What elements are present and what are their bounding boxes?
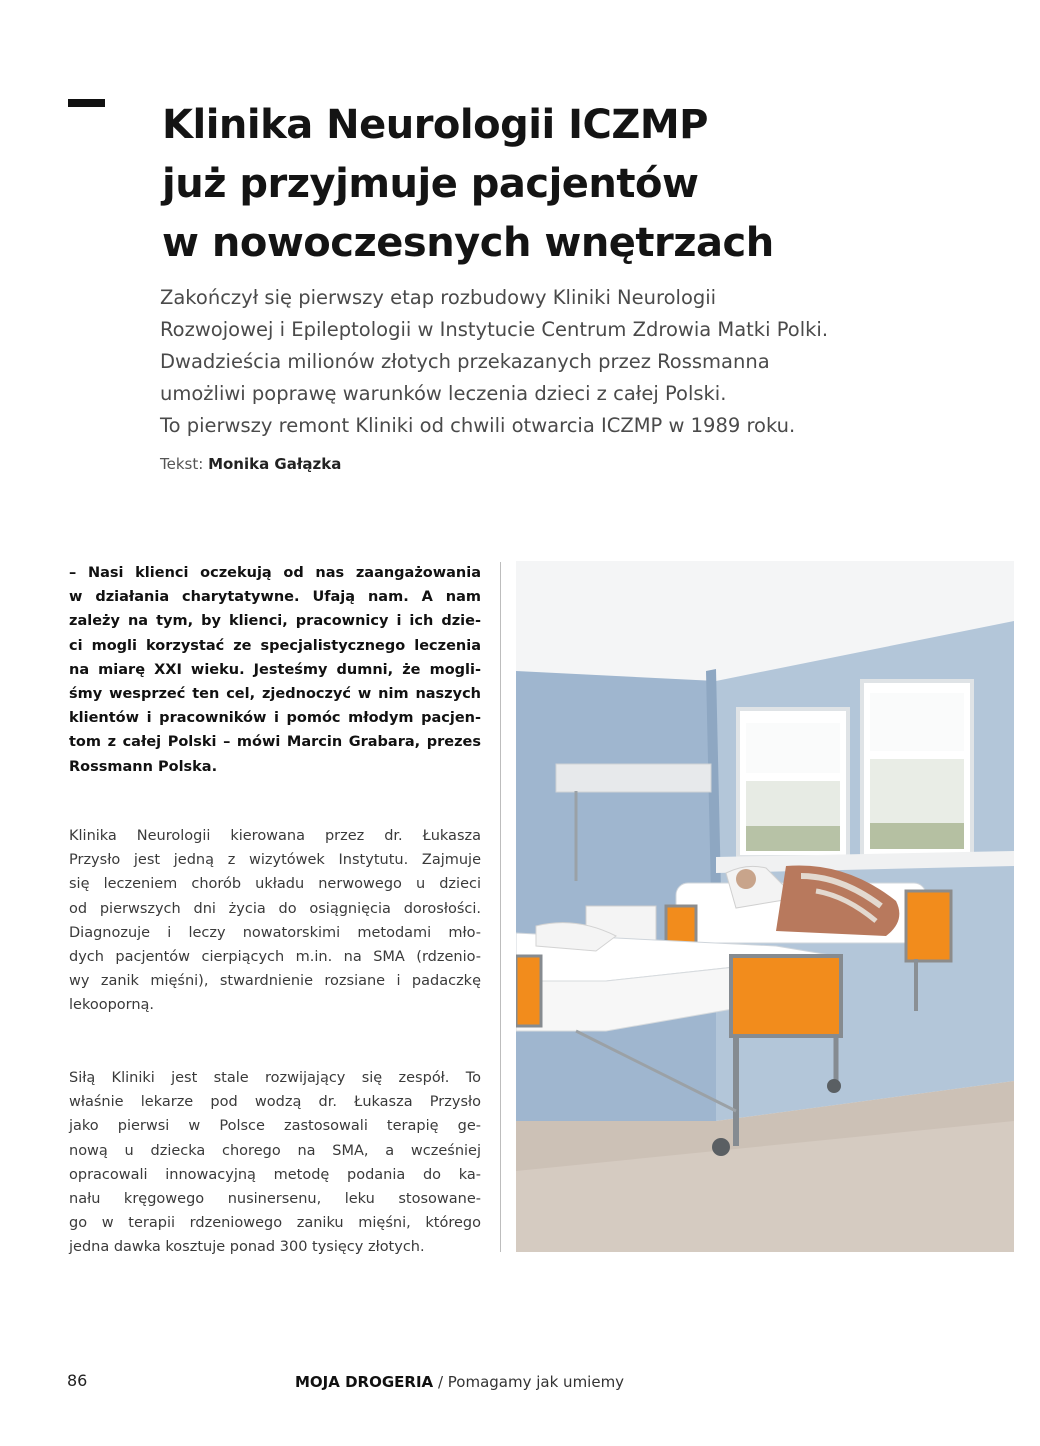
body-paragraph-1 — [69, 824, 481, 1018]
body-line: Przysło jest jedną z wizytówek Instytutu. Zajmuje — [69, 852, 481, 869]
body-line: się leczeniem chorób układu nerwowego u dzieci — [69, 876, 481, 893]
title-dash — [68, 99, 105, 107]
quote-line: ci mogli korzystać ze specjalistycznego leczenia — [69, 637, 481, 654]
body-line: dych pacjentów cierpiących m.in. na SMA (rdzenio- — [69, 949, 481, 966]
quote-line: zależy na tym, by klienci, pracownicy i ich dzie- — [69, 613, 481, 630]
title-line: już przyjmuje pacjentów — [162, 161, 699, 207]
body-line: nału kręgowego nusinersenu, leku stosowane- — [69, 1191, 481, 1208]
quote-line: tom z całej Polski – mówi Marcin Grabara, prezes — [69, 734, 481, 751]
lead-line: To pierwszy remont Kliniki od chwili otwarcia ICZMP w 1989 roku. — [160, 414, 796, 437]
body-line: jako pierwsi w Polsce zastosowali terapię ge- — [69, 1118, 481, 1135]
title-line: Klinika Neurologii ICZMP — [162, 102, 708, 148]
body-line: nową u dziecka chorego na SMA, a wcześniej — [69, 1142, 481, 1159]
lead-line: Zakończył się pierwszy etap rozbudowy Kliniki Neurologii — [160, 286, 717, 309]
page-number: 86 — [67, 1371, 88, 1390]
body-paragraph-2 — [69, 1066, 481, 1260]
quote-line: śmy wesprzeć ten cel, zjednoczyć w nim naszych — [69, 686, 481, 703]
quote-line: – Nasi klienci oczekują od nas zaangażowania — [69, 565, 481, 581]
footer-separator: / — [437, 1373, 443, 1391]
body-line: od pierwszych dni życia do osiągnięcia dorosłości. — [69, 900, 481, 917]
section-name: Pomagamy jak umiemy — [447, 1373, 625, 1391]
lead-line: Rozwojowej i Epileptologii w Instytucie Centrum Zdrowia Matki Polki. — [160, 318, 829, 341]
footer-running-title — [295, 1373, 624, 1391]
quote-paragraph — [69, 561, 481, 779]
lead-line: umożliwi poprawę warunków leczenia dzieci z całej Polski. — [160, 382, 727, 405]
title-line: w nowoczesnych wnętrzach — [162, 220, 774, 266]
window-left — [738, 709, 848, 857]
quote-line: na miarę XXI wieku. Jesteśmy dumni, że mogli- — [69, 661, 481, 678]
article-lead — [160, 282, 980, 442]
body-line: Klinika Neurologii kierowana przez dr. Łukasza — [69, 828, 481, 844]
body-line: lekooporną. — [69, 997, 155, 1014]
body-line: Diagnozuje i leczy nowatorskimi metodami mło- — [69, 924, 481, 941]
hospital-room-photo — [516, 561, 1014, 1252]
body-line: Siłą Kliniki jest stale rozwijający się zespół. To — [69, 1070, 481, 1086]
quote-line: Rossmann Polska. — [69, 758, 218, 775]
body-line: go w terapii rdzeniowego zaniku mięśni, którego — [69, 1215, 481, 1232]
byline — [160, 455, 341, 473]
article-title — [162, 96, 982, 273]
byline-author: Monika Gałązka — [208, 455, 342, 473]
quote-line: klientów i pracowników i pomóc młodym pacjen- — [69, 710, 481, 727]
body-line: jedna dawka kosztuje ponad 300 tysięcy złotych. — [69, 1239, 425, 1256]
column-divider — [500, 562, 501, 1252]
quote-line: w działania charytatywne. Ufają nam. A nam — [69, 589, 481, 606]
lead-line: Dwadzieścia milionów złotych przekazanych przez Rossmanna — [160, 350, 770, 373]
byline-label: Tekst: — [160, 455, 204, 473]
body-line: wy zanik mięśni), stwardnienie rozsiane i padaczkę — [69, 973, 481, 990]
magazine-name: MOJA DROGERIA — [295, 1373, 434, 1391]
window-right — [862, 681, 972, 857]
body-line: właśnie lekarze pod wodzą dr. Łukasza Przysło — [69, 1094, 481, 1111]
body-line: opracowali innowacyjną metodę podania do ka- — [69, 1166, 481, 1183]
